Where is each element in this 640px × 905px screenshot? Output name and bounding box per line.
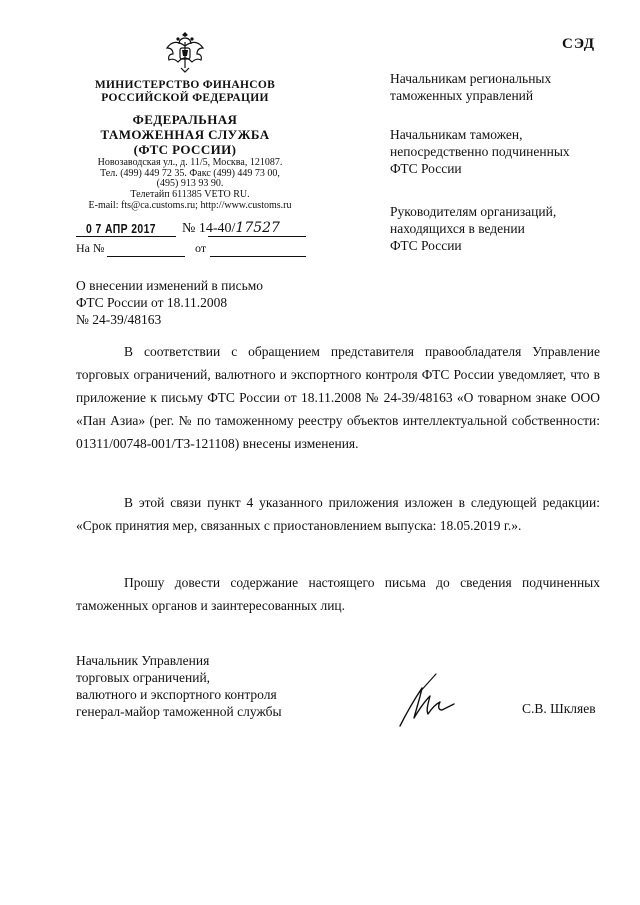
addressee-line: Начальникам таможен,	[390, 127, 523, 142]
signatory-title	[76, 652, 326, 720]
ministry-header	[78, 79, 292, 105]
subject-line: № 24-39/48163	[76, 312, 162, 327]
registration-number	[182, 220, 280, 237]
letter-subject	[76, 277, 316, 328]
signatory-line: генерал-майор таможенной службы	[76, 704, 282, 719]
document-marker: СЭД	[562, 36, 596, 52]
address-line: Новозаводская ул., д. 11/5, Москва, 121087.	[97, 157, 283, 168]
signatory-line: валютного и экспортного контроля	[76, 687, 277, 702]
service-line: ФЕДЕРАЛЬНАЯ	[132, 112, 238, 127]
handwritten-signature-icon	[396, 670, 456, 730]
registration-number-handwritten: 17527	[235, 220, 280, 236]
addressee-line: таможенных управлений	[390, 88, 534, 103]
body-paragraph-1: В соответствии с обращением представителя правообладателя Управление торговых ограничений, валютного и экспортного контроля ФТС России уведомляет, что в приложение к письму ФТС России от 18.11.2008 № 24-39/48163 «О товарном знаке ООО «Пан Азиа» (рег. № по таможенному реестру объектов интеллектуальной собственности: 01311/00748-001/ТЗ-121108) внесены изменения.	[76, 344, 600, 451]
signatory-name: С.В. Шкляев	[522, 701, 596, 716]
underline	[210, 256, 306, 257]
signatory-line: Начальник Управления	[76, 653, 210, 668]
signatory-line: торговых ограничений,	[76, 670, 211, 685]
reference-from-label: от	[195, 241, 207, 255]
address-block	[70, 158, 310, 200]
addressee-line: Начальникам региональных	[390, 71, 552, 86]
addressee-line: Руководителям организаций,	[390, 204, 557, 219]
addressee-2	[390, 126, 610, 177]
addressee-line: ФТС России	[390, 161, 462, 176]
subject-line: О внесении изменений в письмо	[76, 278, 264, 293]
body-paragraph-3: Прошу довести содержание настоящего письма до сведения подчиненных таможенных органов и заинтересованных лиц.	[76, 575, 600, 613]
address-line: (495) 913 93 90.	[156, 178, 224, 189]
registration-number-prefix: № 14-40/	[182, 221, 236, 236]
address-line: Тел. (499) 449 72 35. Факс (499) 449 73 00,	[100, 167, 280, 179]
addressee-line: ФТС России	[390, 238, 462, 253]
addressee-line: находящихся в ведении	[390, 221, 525, 236]
addressee-3	[390, 203, 610, 254]
russian-coat-of-arms-icon	[163, 32, 207, 76]
underline	[107, 256, 185, 257]
addressee-line: непосредственно подчиненных	[390, 144, 570, 159]
ministry-line: РОССИЙСКОЙ ФЕДЕРАЦИИ	[101, 92, 269, 104]
underline	[208, 236, 306, 237]
address-line: Телетайп 611385 VETO RU.	[130, 188, 250, 200]
service-line: ТАМОЖЕННАЯ СЛУЖБА	[100, 127, 270, 142]
ministry-line: МИНИСТЕРСТВО ФИНАНСОВ	[94, 79, 276, 91]
addressee-1	[390, 70, 610, 104]
service-header	[78, 112, 292, 157]
body-paragraph-2: В этой связи пункт 4 указанного приложения изложен в следующей редакции: «Срок принятия мер, связанных с приостановлением выпуска: 18.05.2019 г.».	[76, 495, 600, 533]
underline	[76, 236, 176, 237]
subject-line: ФТС России от 18.11.2008	[76, 295, 228, 310]
reference-number-label: На №	[76, 241, 105, 255]
service-line: (ФТС РОССИИ)	[133, 142, 237, 157]
registration-date-stamp: 0 7 АПР 2017	[86, 221, 156, 236]
email-line: E-mail: fts@ca.customs.ru; http://www.customs.ru	[88, 200, 292, 211]
